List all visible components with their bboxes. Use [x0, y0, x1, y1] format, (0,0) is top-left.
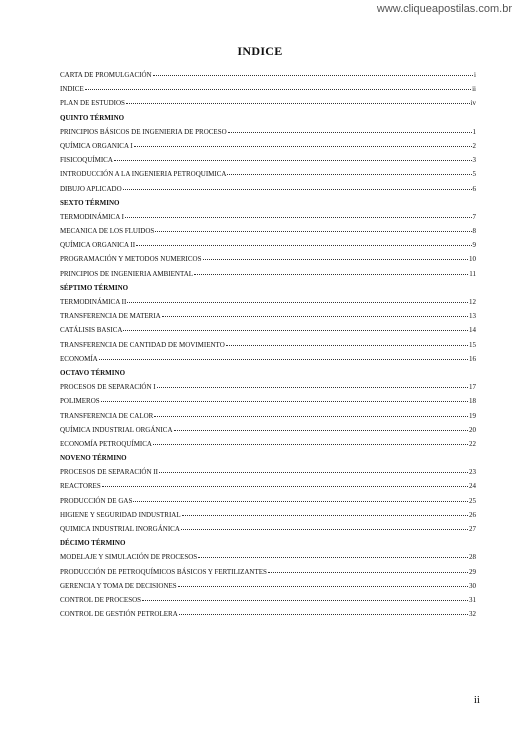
toc-leader-dots [123, 330, 468, 331]
toc-entry [60, 607, 476, 621]
table-of-contents [60, 68, 476, 621]
toc-entry-label: CONTROL DE GESTIÓN PETROLERA [60, 610, 178, 619]
toc-entry [60, 82, 476, 96]
toc-leader-dots [203, 259, 468, 260]
toc-entry-label: CONTROL DE PROCESOS [60, 595, 142, 604]
toc-entry-page: 5 [472, 170, 476, 179]
toc-entry [60, 125, 476, 139]
toc-entry [60, 465, 476, 479]
toc-entry-page: 2 [472, 141, 476, 150]
toc-entry-page: 10 [469, 255, 476, 264]
toc-entry-page: 30 [469, 581, 476, 590]
toc-section-heading: SÉPTIMO TÉRMINO [60, 283, 129, 292]
toc-entry-label: PRODUCCIÓN DE PETROQUÍMICOS BÁSICOS Y FERTILIZANTES [60, 567, 267, 576]
toc-section-heading: QUINTO TÉRMINO [60, 113, 125, 122]
toc-entry-page: 7 [472, 212, 476, 221]
toc-leader-dots [102, 486, 468, 487]
toc-entry [60, 550, 476, 564]
toc-entry-label: QUÍMICA INDUSTRIAL ORGÁNICA [60, 425, 173, 434]
toc-entry [60, 352, 476, 366]
toc-leader-dots [178, 586, 468, 587]
toc-leader-dots [133, 501, 468, 502]
toc-leader-dots [174, 430, 468, 431]
watermark-url: www.cliqueapostilas.com.br [376, 3, 512, 15]
toc-entry [60, 338, 476, 352]
toc-leader-dots [153, 75, 473, 76]
page-number: ii [473, 694, 480, 706]
toc-entry-label: FISICOQUÍMICA [60, 156, 113, 165]
toc-entry-page: ii [472, 85, 476, 94]
toc-entry [60, 267, 476, 281]
toc-entry [60, 494, 476, 508]
toc-entry-label: ECONOMÍA PETROQUÍMICA [60, 439, 152, 448]
toc-entry [60, 210, 476, 224]
toc-leader-dots [126, 103, 470, 104]
toc-entry-label: REACTORES [60, 482, 101, 491]
toc-entry [60, 224, 476, 238]
toc-entry-label: TERMODINÁMICA II [60, 298, 127, 306]
toc-entry-page: 26 [469, 510, 476, 519]
toc-section-heading: NOVENO TÉRMINO [60, 454, 127, 463]
toc-section-heading: SEXTO TÉRMINO [60, 198, 120, 207]
toc-entry-page: i [474, 71, 476, 79]
toc-section-heading: OCTAVO TÉRMINO [60, 368, 126, 377]
toc-entry [60, 409, 476, 423]
toc-leader-dots [157, 387, 468, 388]
toc-entry-page: 8 [472, 227, 476, 236]
toc-entry-label: PROCESOS DE SEPARACIÓN I [60, 383, 156, 392]
toc-entry-page: 25 [469, 496, 476, 505]
toc-section-heading: DÉCIMO TÉRMINO [60, 539, 126, 548]
toc-entry-page: 13 [469, 312, 476, 321]
toc-leader-dots [159, 472, 468, 473]
toc-entry-page: 20 [469, 425, 476, 434]
toc-entry-page: 9 [472, 241, 476, 250]
toc-leader-dots [198, 557, 468, 558]
toc-entry-label: MODELAJE Y SIMULACIÓN DE PROCESOS [60, 553, 198, 562]
toc-leader-dots [134, 146, 472, 147]
toc-entry-page: 17 [469, 383, 476, 392]
toc-entry [60, 153, 476, 167]
toc-leader-dots [227, 174, 471, 175]
toc-entry-page: 31 [469, 595, 476, 604]
toc-entry-label: TRANSFERENCIA DE MATERIA [60, 312, 161, 321]
toc-entry [60, 479, 476, 493]
toc-leader-dots [154, 416, 468, 417]
toc-entry-label: CARTA DE PROMULGACIÓN [60, 71, 152, 79]
toc-entry-page: 22 [469, 439, 476, 448]
toc-leader-dots [127, 302, 468, 303]
toc-entry-label: INTRODUCCIÓN A LA INGENIERIA PETROQUIMICA [60, 170, 227, 179]
toc-leader-dots [99, 359, 468, 360]
toc-entry-label: QUÍMICA ORGANICA II [60, 241, 136, 250]
toc-entry-label: QUÍMICA ORGANICA I [60, 141, 133, 150]
toc-entry [60, 380, 476, 394]
toc-entry [60, 238, 476, 252]
toc-entry-page: 32 [469, 610, 476, 619]
toc-entry-label: TRANSFERENCIA DE CANTIDAD DE MOVIMIENTO [60, 340, 225, 349]
toc-leader-dots [228, 132, 472, 133]
toc-entry-label: PRINCIPIOS DE INGENIERIA AMBIENTAL [60, 269, 194, 278]
toc-leader-dots [226, 345, 468, 346]
toc-entry-label: TRANSFERENCIA DE CALOR [60, 411, 154, 420]
toc-entry [60, 182, 476, 196]
toc-leader-dots [153, 444, 468, 445]
toc-entry [60, 323, 476, 337]
toc-leader-dots [179, 614, 468, 615]
toc-entry-label: ECONOMÍA [60, 354, 98, 363]
toc-entry [60, 68, 476, 82]
toc-entry-label: TERMODINÁMICA I [60, 212, 124, 221]
toc-entry-page: 12 [469, 298, 476, 306]
toc-entry-page: 28 [469, 553, 476, 562]
toc-entry-page: 1 [472, 127, 476, 136]
toc-entry-label: PROCESOS DE SEPARACIÓN II [60, 468, 158, 477]
toc-entry-page: iv [470, 99, 476, 108]
toc-entry [60, 522, 476, 536]
toc-entry [60, 309, 476, 323]
toc-leader-dots [142, 600, 468, 601]
toc-entry-label: INDICE [60, 85, 84, 94]
toc-entry-page: 3 [472, 156, 476, 165]
toc-entry-label: HIGIENE Y SEGURIDAD INDUSTRIAL [60, 510, 181, 519]
toc-leader-dots [136, 245, 471, 246]
toc-leader-dots [268, 572, 468, 573]
toc-entry-page: 24 [469, 482, 476, 491]
page-title: INDICE [237, 44, 283, 58]
toc-entry-label: DIBUJO APLICADO [60, 184, 122, 193]
toc-leader-dots [194, 274, 468, 275]
toc-entry [60, 167, 476, 181]
toc-entry-page: 19 [469, 411, 476, 420]
toc-leader-dots [182, 515, 468, 516]
toc-leader-dots [155, 231, 471, 232]
toc-entry-page: 15 [469, 340, 476, 349]
toc-leader-dots [101, 401, 468, 402]
toc-entry-label: PRODUCCIÓN DE GAS [60, 496, 133, 505]
toc-entry-label: QUIMICA INDUSTRIAL INORGÁNICA [60, 525, 180, 533]
toc-entry [60, 423, 476, 437]
toc-entry-page: 11 [469, 269, 476, 278]
toc-leader-dots [125, 217, 472, 218]
toc-entry [60, 565, 476, 579]
toc-entry [60, 139, 476, 153]
toc-entry-label: GERENCIA Y TOMA DE DECISIONES [60, 581, 177, 590]
toc-entry-label: MECANICA DE LOS FLUIDOS [60, 227, 155, 236]
toc-entry [60, 295, 476, 309]
toc-entry [60, 394, 476, 408]
toc-entry-label: PLAN DE ESTUDIOS [60, 99, 125, 108]
toc-entry-page: 29 [469, 567, 476, 576]
toc-entry-page: 27 [469, 525, 476, 533]
toc-entry-page: 18 [469, 397, 476, 406]
toc-entry [60, 252, 476, 266]
toc-entry-label: PRINCIPIOS BÁSICOS DE INGENIERIA DE PROCESO [60, 127, 227, 136]
toc-entry-label: CATÁLISIS BASICA [60, 326, 123, 335]
toc-entry [60, 96, 476, 110]
toc-entry-page: 16 [469, 354, 476, 363]
toc-leader-dots [85, 89, 471, 90]
toc-entry-page: 14 [469, 326, 476, 335]
toc-entry-page: 6 [472, 184, 476, 193]
toc-leader-dots [181, 529, 468, 530]
toc-entry-label: PROGRAMACIÓN Y METODOS NUMERICOS [60, 255, 202, 264]
toc-entry [60, 593, 476, 607]
toc-entry [60, 508, 476, 522]
toc-entry-label: POLIMEROS [60, 397, 100, 406]
toc-leader-dots [114, 160, 472, 161]
toc-entry-page: 23 [469, 468, 476, 477]
toc-leader-dots [123, 189, 472, 190]
toc-entry [60, 579, 476, 593]
toc-leader-dots [162, 316, 468, 317]
toc-entry [60, 437, 476, 451]
